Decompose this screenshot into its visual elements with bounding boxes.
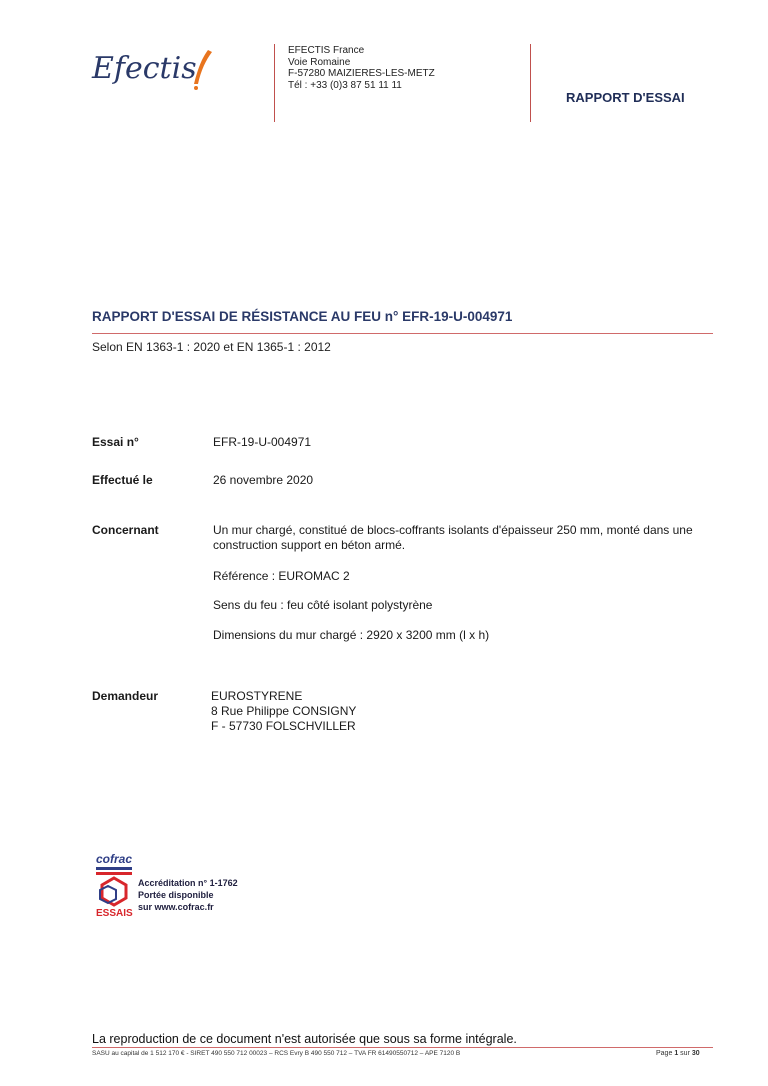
logo-text: Efectis [92,51,197,86]
concern-dimensions: Dimensions du mur chargé : 2920 x 3200 mm (l x h) [213,628,490,642]
page-prefix: Page [656,1050,673,1057]
concern-description: Un mur chargé, constitué de blocs-coffrants isolants d'épaisseur 250 mm, monté dans une construction support en béton armé. [213,523,693,552]
company-street: Voie Romaine [288,56,351,68]
reproduction-notice: La reproduction de ce document n'est autorisée que sous sa forme intégrale. [92,1032,517,1046]
company-city: F-57280 MAIZIERES-LES-METZ [288,68,435,79]
essai-label: Essai n° [92,435,139,449]
title-divider [92,333,713,334]
essai-value: EFR-19-U-004971 [213,435,312,449]
accreditation-number: Accréditation n° 1-1762 [138,878,238,888]
concern-fire-direction: Sens du feu : feu côté isolant polystyrène [213,598,433,612]
demandeur-city: F - 57730 FOLSCHVILLER [211,719,356,733]
company-name: EFECTIS France [288,45,365,56]
portee-text: Portée disponible [138,890,214,900]
standard-reference: Selon EN 1363-1 : 2020 et EN 1365-1 : 2012 [92,340,331,354]
demandeur-name: EUROSTYRENE [211,689,303,703]
footer-divider [92,1047,713,1048]
header-divider-right [530,44,531,122]
page-number [656,1050,700,1057]
demandeur-address [211,689,356,734]
concern-reference: Référence : EUROMAC 2 [213,569,350,583]
page-separator: sur [680,1050,690,1057]
cofrac-site: sur www.cofrac.fr [138,902,214,912]
concern-label: Concernant [92,523,159,537]
header-divider-left [274,44,275,122]
legal-mentions: SASU au capital de 1 512 170 € - SIRET 490 550 712 00023 – RCS Evry B 490 550 712 – TVA FR 61490550712 – APE 7120 B [92,1050,461,1057]
company-address [288,45,435,91]
date-label: Effectué le [92,473,153,487]
demandeur-label: Demandeur [92,689,159,703]
document-title: RAPPORT D'ESSAI DE RÉSISTANCE AU FEU n° EFR-19-U-004971 [92,309,513,324]
date-value: 26 novembre 2020 [213,473,314,487]
company-phone: Tél : +33 (0)3 87 51 11 11 [288,79,402,91]
header-report-label: RAPPORT D'ESSAI [566,90,685,105]
cofrac-accreditation [138,877,238,913]
cofrac-essais-label: ESSAIS [96,908,133,918]
demandeur-street: 8 Rue Philippe CONSIGNY [211,704,357,718]
efectis-logo [90,44,250,100]
page-current: 1 [674,1050,679,1057]
cofrac-wordmark: cofrac [96,852,133,866]
page-total: 30 [691,1050,700,1057]
logo-flame-icon [194,50,212,84]
